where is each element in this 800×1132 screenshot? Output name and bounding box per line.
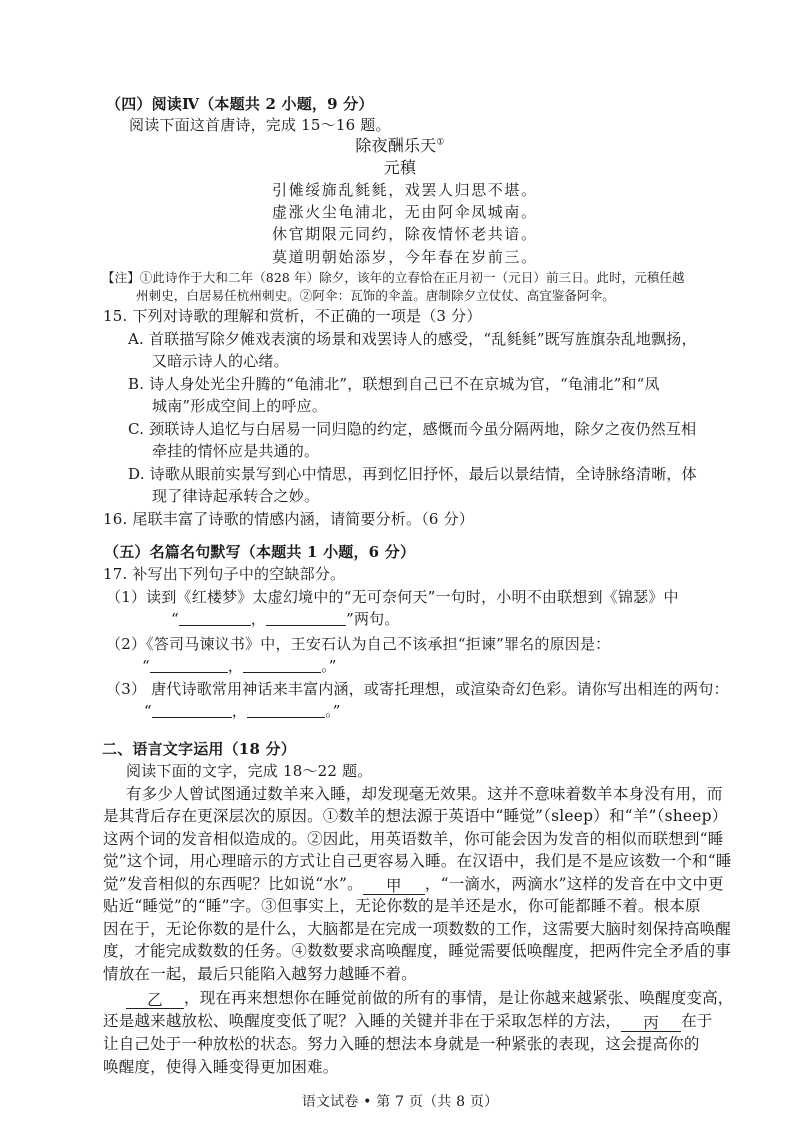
answer-blank[interactable] xyxy=(243,658,321,673)
poem-note: 州刺史，白居易任杭州刺史。②阿伞：瓦饰的伞盖。唐制除夕立仗仗、高宜鉴备阿伞。 xyxy=(136,288,615,303)
passage-line: 还是越来越放松、唤醒度变低了呢？入睡的关键并非在于采取怎样的方法， 丙 在于 xyxy=(103,1012,713,1032)
poem-line: 虚涨火尘龟浦北，无由阿伞凤城南。 xyxy=(272,203,538,221)
question-16: 16. 尾联丰富了诗歌的情感内涵，请简要分析。（6 分） xyxy=(103,510,475,528)
answer-blank[interactable] xyxy=(266,611,346,626)
passage-line: 乙 ，现在再来想想你在睡觉前做的所有的事情，是让你越来越紧张、唤醒度变高， xyxy=(126,988,734,1009)
answer-blank[interactable] xyxy=(152,703,232,718)
q17-item3: （3） 唐代诗歌常用神话来丰富内涵，或寄托理想，或渲染奇幻色彩。请你写出相连的两句： xyxy=(106,680,729,698)
q15-option-b: B. 诗人身处光尘升腾的“龟浦北”，联想到自己已不在京城为官，“龟浦北”和“凤 xyxy=(128,375,660,393)
q17-item2-blanks: “ ， 。” xyxy=(142,657,337,675)
answer-blank[interactable] xyxy=(247,703,325,718)
section5-heading: （五）名篇名句默写（本题共 1 小题，6 分） xyxy=(104,543,416,561)
part2-instruction: 阅读下面的文字，完成 18～22 题。 xyxy=(126,762,373,780)
answer-blank[interactable] xyxy=(150,658,228,673)
q17-item2: （2）《答司马谏议书》中，王安石认为自己不该承担“拒谏”罪名的原因是： xyxy=(106,635,611,653)
poem-line: 休官期限元同约，除夜情怀老共谙。 xyxy=(272,225,538,243)
q17-item1: （1）读到《红楼梦》太虚幻境中的“无可奈何天”一句时，小明不由联想到《锦瑟》中 xyxy=(106,588,679,606)
q15-option-b-cont: 城南”形成空间上的呼应。 xyxy=(152,397,328,415)
passage-line: 这两个词的发音相似造成的。②因此，用英语数羊，你可能会因为发音的相似而联想到“睡 xyxy=(103,830,724,848)
passage-line: 让自己处于一种放松的状态。努力入睡的想法本身就是一种紧张的表现，这会提高你的 xyxy=(103,1035,700,1053)
part2-heading: 二、语言文字运用（18 分） xyxy=(102,740,296,758)
answer-blank[interactable] xyxy=(179,611,251,626)
poem-title-note-mark: ① xyxy=(436,137,445,148)
poem-line: 引傩绥旆乱毵毵，戏罢人归思不堪。 xyxy=(272,181,538,199)
q15-option-c-cont: 牵挂的情怀应是共通的。 xyxy=(152,442,320,460)
section4-instruction: 阅读下面这首唐诗，完成 15～16 题。 xyxy=(129,116,391,134)
q15-option-a-cont: 又暗示诗人的心绪。 xyxy=(152,352,289,370)
blank-jia[interactable]: 甲 xyxy=(363,876,425,895)
blank-yi[interactable]: 乙 xyxy=(126,990,184,1009)
blank-bing[interactable]: 丙 xyxy=(621,1013,681,1032)
question-17: 17. 补写出下列句子中的空缺部分。 xyxy=(103,565,346,583)
passage-line: 因在于，无论你数的是什么，大脑都是在完成一项数数的工作，这需要大脑时刻保持高唤醒 xyxy=(103,920,732,938)
passage-line: 度，才能完成数数的任务。④数数要求高唤醒度，睡觉需要低唤醒度，把两件完全矛盾的事 xyxy=(103,942,732,960)
passage-line: 有多少人曾试图通过数羊来入睡，却发现毫无效果。这并不意味着数羊本身没有用，而 xyxy=(126,785,723,803)
passage-line: 情放在一起，最后只能陷入越努力越睡不着。 xyxy=(103,965,418,983)
passage-line: 唤醒度，使得入睡变得更加困难。 xyxy=(103,1058,339,1076)
passage-line: 贴近“睡觉”的“睡”字。③但事实上，无论你数的是羊还是水，你可能都睡不着。根本原 xyxy=(103,897,701,915)
section4-heading: （四）阅读Ⅳ（本题共 2 小题，9 分） xyxy=(106,95,374,113)
passage-line: 觉”这个词，用心理暗示的方式让自己更容易入睡。在汉语中，我们是不是应该数一个和“睡 xyxy=(103,852,732,870)
q17-item1-blanks: “ ， ”两句。 xyxy=(171,610,400,628)
passage-line: 是其背后存在更深层次的原因。①数羊的想法源于英语中“睡觉”（sleep）和“羊”（sheep） xyxy=(103,807,728,825)
question-15: 15. 下列对诗歌的理解和赏析，不正确的一项是（3 分） xyxy=(103,307,482,325)
q15-option-d: D. 诗歌从眼前实景写到心中情思，再到忆旧抒怀，最后以景结情，全诗脉络清晰，体 xyxy=(128,465,697,483)
poem-author: 元稹 xyxy=(383,158,417,177)
q15-option-a: A. 首联描写除夕傩戏表演的场景和戏罢诗人的感受，“乱毵毵”既写旌旗杂乱地飘扬， xyxy=(128,330,697,348)
poem-line: 莫道明朝始添岁，今年春在岁前三。 xyxy=(272,248,538,266)
poem-title: 除夜酬乐天① xyxy=(355,136,445,155)
passage-line: 觉”发音相似的东西呢？比如说“水”。 甲 ，“一滴水，两滴水”这样的发音在中文中更 xyxy=(103,875,724,895)
page-footer: 语文试卷 • 第 7 页（共 8 页） xyxy=(301,1094,499,1110)
q15-option-d-cont: 现了律诗起承转合之妙。 xyxy=(152,487,320,505)
poem-note: 【注】①此诗作于大和二年（828 年）除夕，该年的立春恰在正月初一（元日）前三日。此时，元稹任越 xyxy=(102,270,685,285)
q17-item3-blanks: “ ， 。” xyxy=(144,702,341,720)
q15-option-c: C. 颈联诗人追忆与白居易一同归隐的约定，感慨而今虽分隔两地，除夕之夜仍然互相 xyxy=(128,420,697,438)
